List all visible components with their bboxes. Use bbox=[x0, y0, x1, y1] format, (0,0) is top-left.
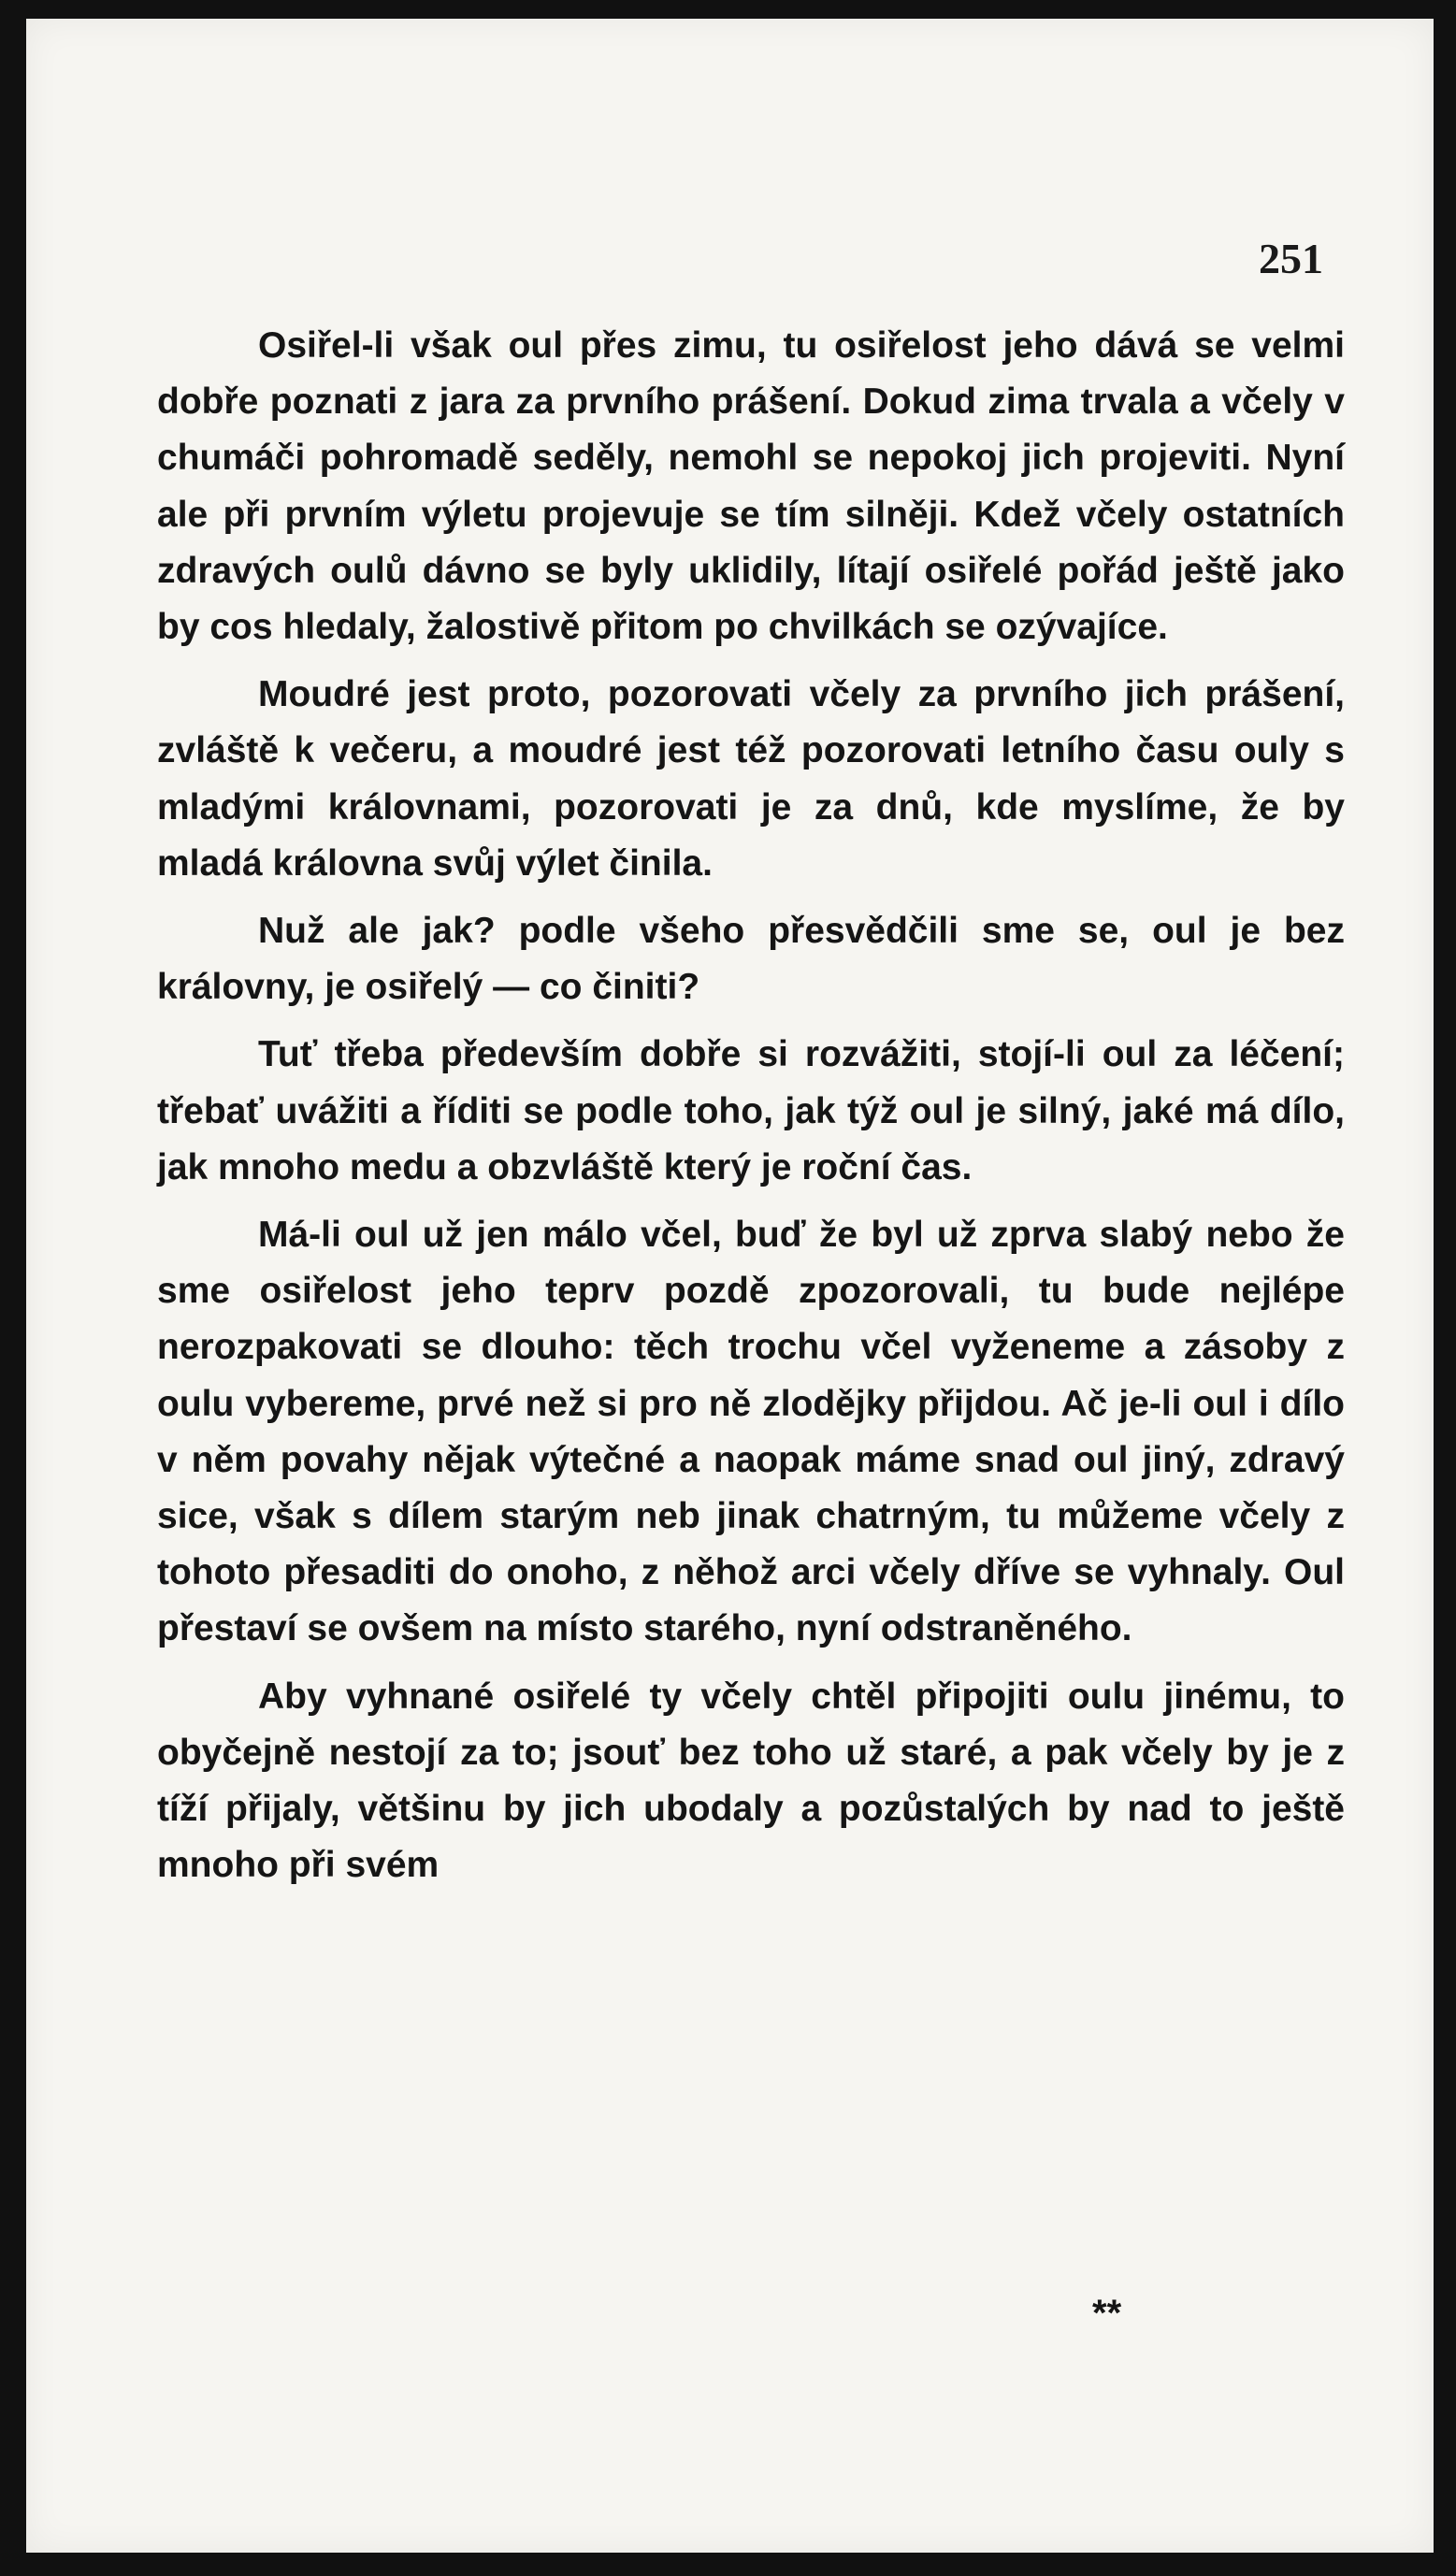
page-number: 251 bbox=[1259, 235, 1323, 282]
paragraph: Nuž ale jak? podle všeho přesvědčili sme se, oul je bez královny, je osiřelý — co činiti? bbox=[157, 911, 1345, 1008]
paragraph: Má-li oul už jen málo včel, buď že byl už zprva slabý nebo že sme osiřelost jeho teprv pozdě zpozorovali, tu bude nejlépe nerozpakovati se dlouho: těch trochu včel vyženeme a zásoby z oulu vybereme, prvé než si pro ně zlodějky přijdou. Ač je-li oul i dílo v něm povahy nějak výtečné a naopak máme snad oul jiný, zdravý sice, však s dílem starým neb jinak chatrným, tu můžeme včely z tohoto přesaditi do onoho, z něhož arci včely dříve se vyhnaly. Oul přestaví se ovšem na místo starého, nyní odstraněného. bbox=[157, 1215, 1345, 1649]
paragraph: Aby vyhnané osiřelé ty včely chtěl připojiti oulu jinému, to obyčejně nestojí za to; jsouť bez toho už staré, a pak včely by je z tíží přijaly, většinu by jich ubodaly a pozůstalých by nad to ještě mnoho při svém bbox=[157, 1676, 1345, 1886]
paragraph: Tuť třeba především dobře si rozvážiti, stojí-li oul za léčení; třebať uvážiti a říditi se podle toho, jak týž oul je silný, jaké má dílo, jak mnoho medu a obzvláště který je roční čas. bbox=[157, 1034, 1345, 1187]
paragraph: Osiřel-li však oul přes zimu, tu osiřelost jeho dává se velmi dobře poznati z jara za prvního prášení. Dokud zima trvala a včely v chumáči pohromadě seděly, nemohl se nepokoj jich projeviti. Nyní ale při prvním výletu projevuje se tím silněji. Kdež včely ostatních zdravých oulů dávno se byly uklidily, lítají osiřelé pořád ještě jako by cos hledaly, žalostivě přitom po chvilkách se ozývajíce. bbox=[157, 325, 1345, 648]
signature-mark: ** bbox=[1092, 2293, 1122, 2334]
paragraph: Moudré jest proto, pozorovati včely za prvního jich prášení, zvláště k večeru, a moudré jest též pozorovati letního času ouly s mladými královnami, pozorovati je za dnů, kde myslíme, že by mladá královna svůj výlet činila. bbox=[157, 674, 1345, 884]
page-sheet bbox=[26, 19, 1434, 2553]
body-text bbox=[157, 318, 1345, 1893]
